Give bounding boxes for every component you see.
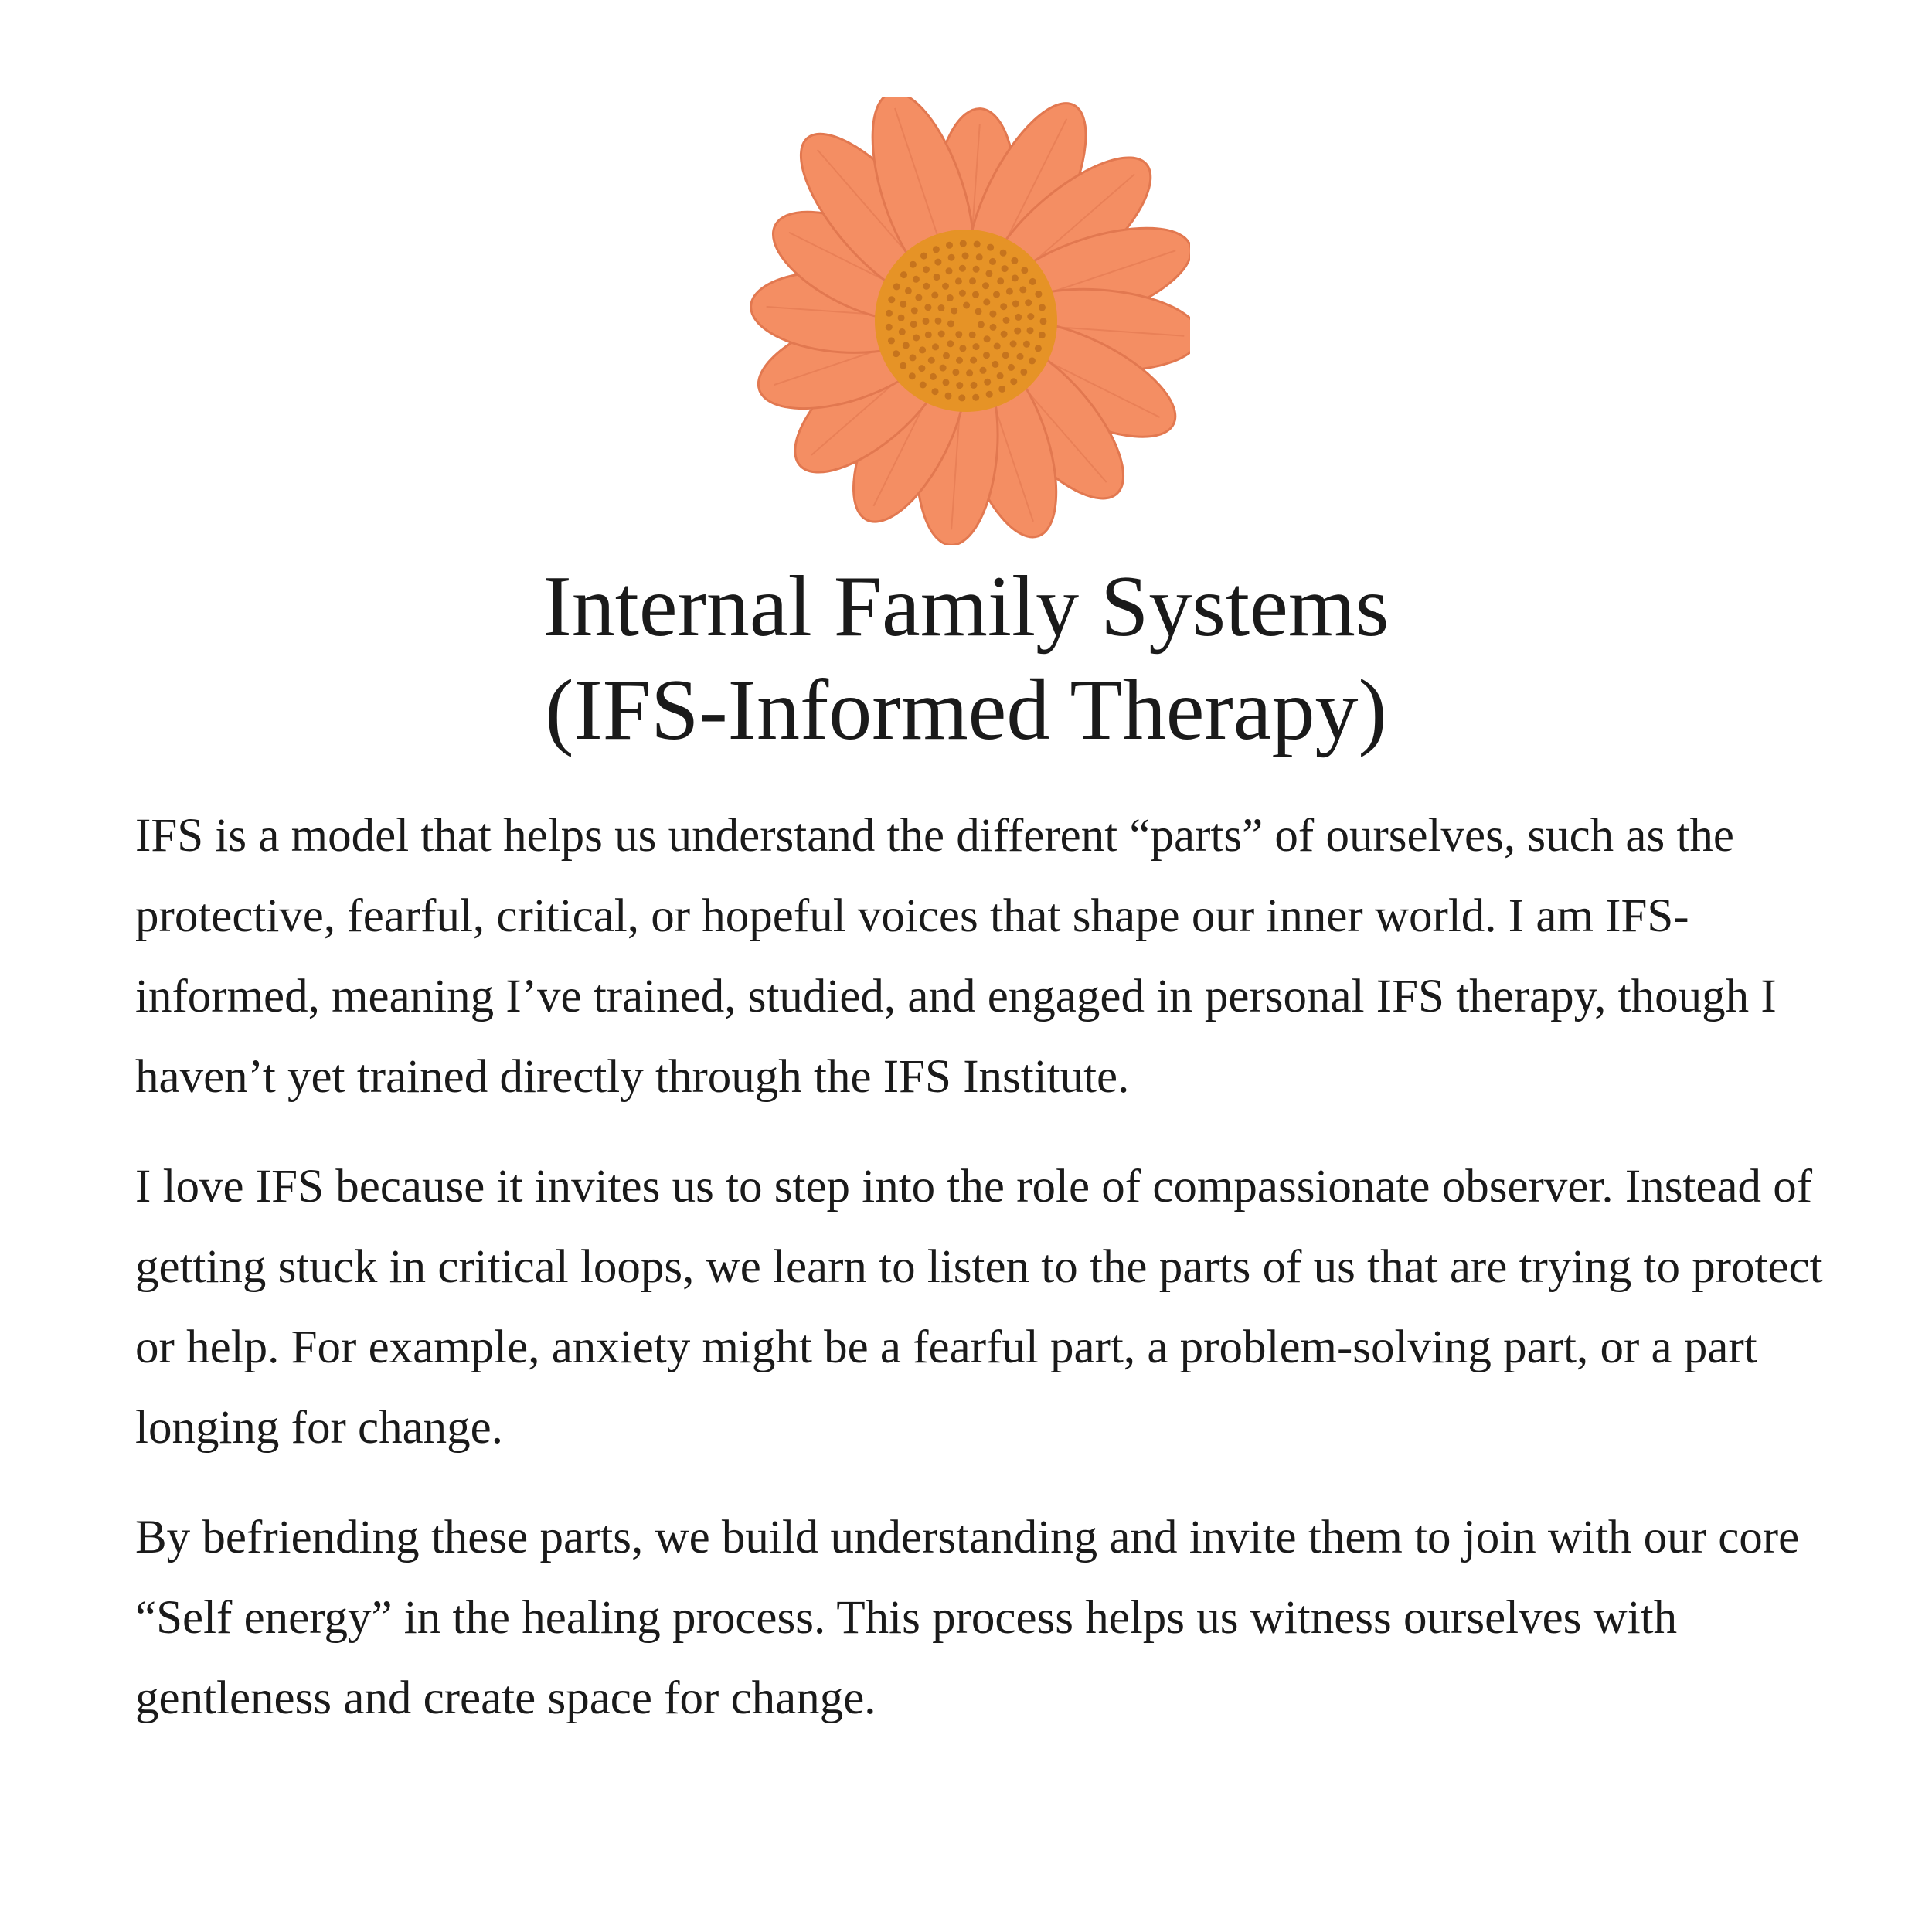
title-line-2: (IFS-Informed Therapy) <box>545 662 1387 758</box>
paragraph-2: I love IFS because it invites us to step into the role of compassionate observer. Instead of getting stuck in critical loops, we learn to listen to the parts of us that are trying to protect or help. For example, anxiety might be a fearful part, a problem-solving part, or a part longing for change. <box>135 1161 1823 1454</box>
body-text <box>135 796 1866 1739</box>
title-line-1: Internal Family Systems <box>543 559 1389 655</box>
page-title <box>0 555 1932 762</box>
paragraph-3: By befriending these parts, we build understanding and invite them to join with our core “Self energy” in the healing process. This process helps us witness ourselves with gentleness and create space for change. <box>135 1512 1800 1724</box>
flower-icon <box>742 97 1190 545</box>
paragraph-1: IFS is a model that helps us understand the different “parts” of ourselves, such as the protective, fearful, critical, or hopeful voices that shape our inner world. I am IFS-informed, meaning I’ve trained, studied, and engaged in personal IFS therapy, though I haven’t yet trained directly through the IFS Institute. <box>135 810 1777 1103</box>
